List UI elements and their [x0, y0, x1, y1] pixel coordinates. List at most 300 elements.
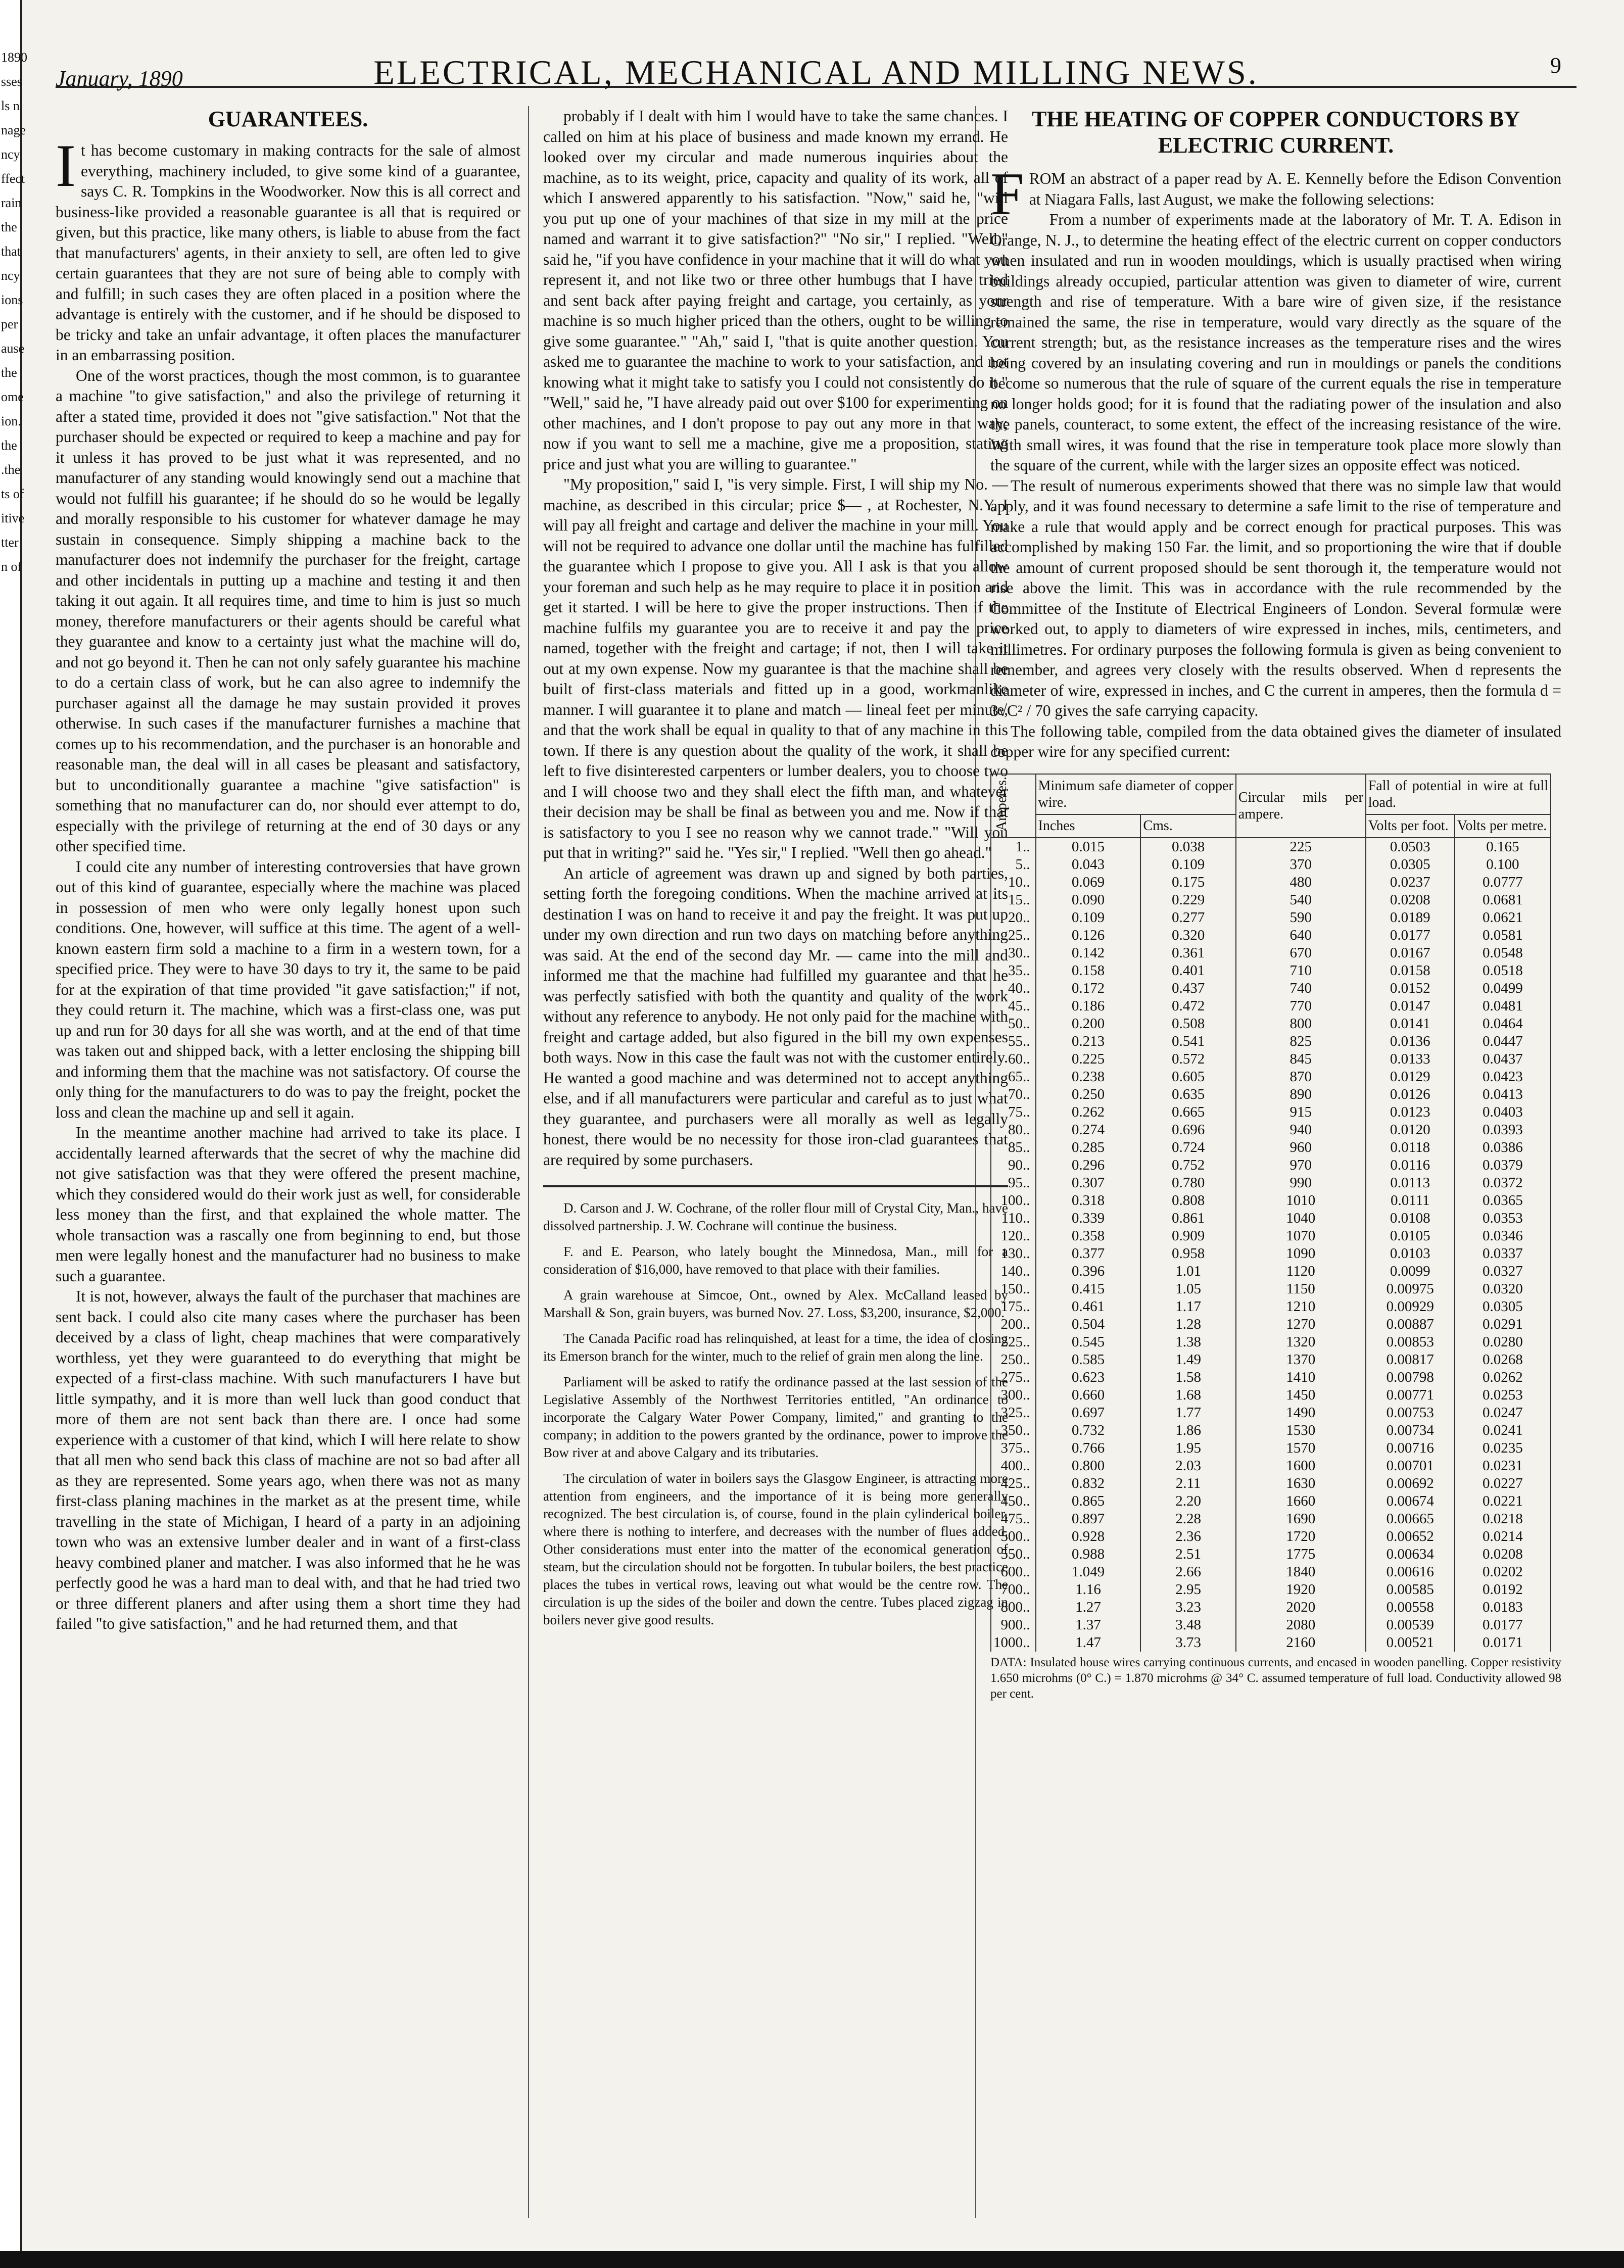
- table-cell: 90..: [991, 1156, 1036, 1174]
- table-cell: 0.172: [1036, 980, 1141, 997]
- table-cell: 0.832: [1036, 1475, 1141, 1492]
- edge-fragment: per: [1, 317, 18, 331]
- table-cell: 0.307: [1036, 1174, 1141, 1192]
- table-cell: 1450: [1236, 1386, 1366, 1404]
- table-cell: 0.158: [1036, 962, 1141, 980]
- table-cell: 0.200: [1036, 1015, 1141, 1033]
- table-cell: 0.126: [1036, 927, 1141, 944]
- table-cell: 325..: [991, 1404, 1036, 1422]
- table-cell: 2020: [1236, 1599, 1366, 1616]
- table-cell: 770: [1236, 997, 1366, 1015]
- table-cell: 375..: [991, 1439, 1036, 1457]
- table-row: [991, 1351, 1551, 1369]
- table-cell: 1370: [1236, 1351, 1366, 1369]
- table-cell: 0.142: [1036, 944, 1141, 962]
- table-cell: 0.0231: [1455, 1457, 1551, 1475]
- table-cell: 0.225: [1036, 1050, 1141, 1068]
- table-cell: 0.00701: [1366, 1457, 1455, 1475]
- table-cell: 0.472: [1140, 997, 1235, 1015]
- paragraph: F. and E. Pearson, who lately bought the Minnedosa, Man., mill for a consideration of $16,000, have removed to that place with their families.: [543, 1244, 1008, 1277]
- table-cell: 0.545: [1036, 1333, 1141, 1351]
- table-cell: 900..: [991, 1616, 1036, 1634]
- table-cell: 0.0403: [1455, 1103, 1551, 1121]
- table-cell: 0.0305: [1366, 856, 1455, 874]
- table-row: [991, 874, 1551, 891]
- table-cell: 200..: [991, 1316, 1036, 1333]
- table-cell: 0.165: [1455, 838, 1551, 856]
- table-cell: 2.20: [1140, 1492, 1235, 1510]
- adjacent-page-edge: [0, 0, 27, 2268]
- table-cell: 0.358: [1036, 1227, 1141, 1245]
- table-cell: 0.250: [1036, 1086, 1141, 1103]
- table-cell: 960: [1236, 1139, 1366, 1156]
- table-cell: 0.541: [1140, 1033, 1235, 1050]
- table-cell: 0.0123: [1366, 1103, 1455, 1121]
- table-cell: 0.109: [1036, 909, 1141, 927]
- table-cell: 0.0393: [1455, 1121, 1551, 1139]
- header-cms: Cms.: [1140, 814, 1235, 838]
- table-cell: 0.00558: [1366, 1599, 1455, 1616]
- table-cell: 1320: [1236, 1333, 1366, 1351]
- table-cell: 0.861: [1140, 1210, 1235, 1227]
- table-cell: 0.296: [1036, 1156, 1141, 1174]
- table-cell: 1600: [1236, 1457, 1366, 1475]
- table-cell: 0.00929: [1366, 1298, 1455, 1316]
- table-cell: 0.361: [1140, 944, 1235, 962]
- table-cell: 1660: [1236, 1492, 1366, 1510]
- table-row: [991, 1634, 1551, 1652]
- table-cell: 100..: [991, 1192, 1036, 1210]
- table-cell: 0.732: [1036, 1422, 1141, 1439]
- edge-fragment: ts of: [1, 487, 24, 501]
- table-cell: 0.0291: [1455, 1316, 1551, 1333]
- table-cell: 475..: [991, 1510, 1036, 1528]
- table-cell: 0.090: [1036, 891, 1141, 909]
- table-row: [991, 1528, 1551, 1546]
- table-row: [991, 1546, 1551, 1563]
- table-row: [991, 891, 1551, 909]
- table-row: [991, 1210, 1551, 1227]
- edge-fragment: n of: [1, 559, 22, 574]
- table-cell: 700..: [991, 1581, 1036, 1599]
- table-row: [991, 1316, 1551, 1333]
- table-cell: 175..: [991, 1298, 1036, 1316]
- table-cell: 2.28: [1140, 1510, 1235, 1528]
- table-row: [991, 1581, 1551, 1599]
- paragraph: An article of agreement was drawn up and signed by both parties, setting forth the foregoing conditions. When the machine arrived at its destination I was on hand to receive it and pay the freight. It was put up under my own direction and run two days on matching before anything was said. At the end of the second day Mr. — came into the mill and informed me that the machine had fulfilled my guarantee and that he was perfectly satisfied with both the quantity and quality of the work without any reference to anybody. He not only paid for the machine with freight and cartage added, but also figured in the bill my own expenses both ways. Now in this case the fault was not with the customer entirely. He wanted a good machine and was determined not to accept anything else, and if all manufacturers were particular and careful as to just what they guarantee, and purchasers were all morally as well as legally honest, there would be no necessity for those iron-clad guarantees that are required by some purchasers.: [543, 864, 1008, 1169]
- table-cell: 0.0192: [1455, 1581, 1551, 1599]
- table-row: [991, 1563, 1551, 1581]
- table-cell: 0.766: [1036, 1439, 1141, 1457]
- table-cell: 0.437: [1140, 980, 1235, 997]
- table-cell: 0.285: [1036, 1139, 1141, 1156]
- table-cell: 2080: [1236, 1616, 1366, 1634]
- table-cell: 845: [1236, 1050, 1366, 1068]
- table-cell: 0.504: [1036, 1316, 1141, 1333]
- table-cell: 0.0518: [1455, 962, 1551, 980]
- article-title: THE HEATING OF COPPER CONDUCTORS BY ELECTRIC CURRENT.: [1031, 107, 1520, 158]
- edge-fragment: ome: [1, 390, 24, 404]
- table-cell: 0.0218: [1455, 1510, 1551, 1528]
- table-cell: 640: [1236, 927, 1366, 944]
- table-cell: 0.0423: [1455, 1068, 1551, 1086]
- paragraph: The circulation of water in boilers says the Glasgow Engineer, is attracting more attention from engineers, and the importance of it is being more generally recognized. The best circulation is, of course, found in the plain cylinderical boiler, where there is nothing to interfere, and decreases with the number of flues added. Other considerations must enter into the matter of the economical generation of steam, but the circulation should not be forgotten. In tubular boilers, the best practice places the tubes in vertical rows, leaving out what would be the centre row. The circulation is up the sides of the boiler and down the centre. Tubes placed zigzag in boilers never give good results.: [543, 1471, 1008, 1627]
- table-row: [991, 927, 1551, 944]
- table-cell: 350..: [991, 1422, 1036, 1439]
- table-cell: 1690: [1236, 1510, 1366, 1528]
- edge-fragment: ause: [1, 341, 25, 356]
- paragraph: In the meantime another machine had arrived to take its place. I accidentally learned afterwards that the secret of why the machine did not give satisfaction was that they were offered the present machine, which they considered would do their work just as well, for considerable less money than the first, and that explained the whole matter. The whole transaction was a rascally one from beginning to end, but those men were legally honest and the manufacturer had no business to make such a guarantee.: [56, 1124, 520, 1285]
- table-cell: 0.0118: [1366, 1139, 1455, 1156]
- article-body: [56, 132, 520, 1634]
- article-guarantees: [56, 106, 520, 2228]
- edge-fragment: the: [1, 438, 17, 453]
- table-cell: 0.724: [1140, 1139, 1235, 1156]
- table-cell: 1040: [1236, 1210, 1366, 1227]
- table-cell: 0.00652: [1366, 1528, 1455, 1546]
- table-cell: 0.696: [1140, 1121, 1235, 1139]
- table-row: [991, 1103, 1551, 1121]
- drop-cap: I: [56, 132, 76, 199]
- table-cell: 1.16: [1036, 1581, 1141, 1599]
- table-cell: 10..: [991, 874, 1036, 891]
- table-cell: 1090: [1236, 1245, 1366, 1263]
- table-cell: 0.0235: [1455, 1439, 1551, 1457]
- header-min-diameter: Minimum safe diameter of copper wire.: [1036, 774, 1236, 815]
- table-cell: 0.0221: [1455, 1492, 1551, 1510]
- table-cell: 0.00753: [1366, 1404, 1455, 1422]
- table-cell: 120..: [991, 1227, 1036, 1245]
- header-circular-mils: Circular mils per ampere.: [1236, 774, 1366, 838]
- edge-fragment: ffect: [1, 171, 25, 186]
- table-cell: 990: [1236, 1174, 1366, 1192]
- table-cell: 870: [1236, 1068, 1366, 1086]
- table-cell: 0.339: [1036, 1210, 1141, 1227]
- edge-fragment: rain: [1, 196, 22, 210]
- table-row: [991, 1280, 1551, 1298]
- table-cell: 0.0464: [1455, 1015, 1551, 1033]
- table-cell: 3.23: [1140, 1599, 1235, 1616]
- table-cell: 2.36: [1140, 1528, 1235, 1546]
- table-cell: 0.0372: [1455, 1174, 1551, 1192]
- table-cell: 2.51: [1140, 1546, 1235, 1563]
- table-cell: 0.0481: [1455, 997, 1551, 1015]
- edge-fragment: sses: [1, 74, 22, 89]
- table-cell: 800..: [991, 1599, 1036, 1616]
- edge-fragment: ncy: [1, 147, 20, 162]
- table-cell: 55..: [991, 1033, 1036, 1050]
- table-row: [991, 980, 1551, 997]
- article-guarantees-continued: [543, 106, 1008, 2228]
- table-cell: 0.00521: [1366, 1634, 1455, 1652]
- table-cell: 0.0320: [1455, 1280, 1551, 1298]
- table-cell: 5..: [991, 856, 1036, 874]
- table-cell: 0.00616: [1366, 1563, 1455, 1581]
- table-cell: 0.0241: [1455, 1422, 1551, 1439]
- table-cell: 2.95: [1140, 1581, 1235, 1599]
- table-cell: 1070: [1236, 1227, 1366, 1245]
- table-cell: 0.0189: [1366, 909, 1455, 927]
- table-cell: 95..: [991, 1174, 1036, 1192]
- table-cell: 1.58: [1140, 1369, 1235, 1386]
- table-cell: 0.320: [1140, 927, 1235, 944]
- table-cell: 970: [1236, 1156, 1366, 1174]
- article-body: [990, 160, 1561, 762]
- table-cell: 0.318: [1036, 1192, 1141, 1210]
- table-cell: 0.585: [1036, 1351, 1141, 1369]
- table-cell: 0.015: [1036, 838, 1141, 856]
- table-cell: 1.05: [1140, 1280, 1235, 1298]
- table-cell: 0.00734: [1366, 1422, 1455, 1439]
- table-cell: 0.229: [1140, 891, 1235, 909]
- table-cell: 890: [1236, 1086, 1366, 1103]
- table-cell: 20..: [991, 909, 1036, 927]
- paragraph: I could cite any number of interesting controversies that have grown out of this kind of guarantee, especially where the machine was placed in possession of men who were only legally honest upon such conditions. One, however, will suffice at this time. The agent of a well-known eastern firm sold a machine to a firm in a western town, for a specified price. They were to have 30 days to try it, the same to be paid for at the expiration of that time provided "it gave satisfaction;" if not, they could return it. The machine, which was a first-class one, was put up and run for 30 days for all she was worth, and at the end of that time was taken out and shipped back, with a letter enclosing the shipping bill and informing them that the machine was not satisfactory. Of course the only thing for the manufacturers to do was to pay the freight, pocket the loss and clean the machine up and sell it again.: [56, 857, 520, 1121]
- table-cell: 1630: [1236, 1475, 1366, 1492]
- table-cell: 35..: [991, 962, 1036, 980]
- edge-fragment: nage: [1, 123, 26, 137]
- edge-fragment: the: [1, 220, 17, 234]
- table-cell: 1.28: [1140, 1316, 1235, 1333]
- table-cell: 0.0133: [1366, 1050, 1455, 1068]
- table-cell: 25..: [991, 927, 1036, 944]
- table-row: [991, 1369, 1551, 1386]
- table-cell: 0.988: [1036, 1546, 1141, 1563]
- table-cell: 0.800: [1036, 1457, 1141, 1475]
- table-cell: 0.0268: [1455, 1351, 1551, 1369]
- table-cell: 1.27: [1036, 1599, 1141, 1616]
- table-footnote: DATA: Insulated house wires carrying continuous currents, and encased in wooden panelling. Copper resistivity 1.650 microhms (0° C.) = 1.870 microhms @ 34° C. assumed temperature of full load. Conductivity allowed 98 per cent.: [990, 1655, 1561, 1701]
- table-cell: 0.0141: [1366, 1015, 1455, 1033]
- table-cell: 65..: [991, 1068, 1036, 1086]
- table-cell: 250..: [991, 1351, 1036, 1369]
- table-cell: 0.0379: [1455, 1156, 1551, 1174]
- table-cell: 0.0621: [1455, 909, 1551, 927]
- paragraph: "My proposition," said I, "is very simple. First, I will ship my No. — machine, as described in this circular; price $— , at Rochester, N.Y. I will pay all freight and cartage and deliver the machine in your mill. You will not be required to advance one dollar until the machine has fulfilled the guarantee which I propose to give you. All I ask is that you allow your foreman and such help as he may require to place it in position and get it started. I will be here to give the proper instructions. Then if the machine fulfils my guarantee you are to receive it and pay the price named, together with the freight and cartage; if not, then I will take it out at my own expense. Now my guarantee is that the machine shall be built of first-class materials and fitted up in a good, workmanlike manner. I will guarantee it to plane and match — lineal feet per minute, and that the work shall be equal in quality to that of any machine in this town. If there is any question about the quality of the work, it shall be left to five disinterested carpenters or lumber dealers, you to choose two and I will choose two and they shall elect the fifth man, and whatever their decision may be shall be final as between you and me. Now if that is satisfactory to you I see no reason why we cannot trade." "Will you put that in writing?" said he. "Yes sir," I replied. "Well then go ahead.": [543, 475, 1008, 861]
- table-cell: 0.0499: [1455, 980, 1551, 997]
- issue-date: January, 1890: [56, 66, 183, 91]
- table-row: [991, 1457, 1551, 1475]
- table-row: [991, 838, 1551, 856]
- table-cell: 30..: [991, 944, 1036, 962]
- table-cell: 2160: [1236, 1634, 1366, 1652]
- table-cell: 0.0437: [1455, 1050, 1551, 1068]
- table-row: [991, 1227, 1551, 1245]
- table-cell: 670: [1236, 944, 1366, 962]
- table-row: [991, 1033, 1551, 1050]
- table-cell: 0.897: [1036, 1510, 1141, 1528]
- table-row: [991, 1086, 1551, 1103]
- table-cell: 0.909: [1140, 1227, 1235, 1245]
- table-cell: 3.73: [1140, 1634, 1235, 1652]
- header-volts-metre: Volts per metre.: [1455, 814, 1551, 838]
- table-cell: 0.0777: [1455, 874, 1551, 891]
- table-row: [991, 1386, 1551, 1404]
- table-cell: 0.0503: [1366, 838, 1455, 856]
- table-cell: 400..: [991, 1457, 1036, 1475]
- paragraph: A grain warehouse at Simcoe, Ont., owned by Alex. McCalland leased by Marshall & Son, grain buyers, was burned Nov. 27. Loss, $3,200, insurance, $2,000.: [543, 1287, 1008, 1320]
- table-cell: 0.401: [1140, 962, 1235, 980]
- table-cell: 0.0158: [1366, 962, 1455, 980]
- table-cell: 2.03: [1140, 1457, 1235, 1475]
- table-cell: 0.0581: [1455, 927, 1551, 944]
- table-cell: 1570: [1236, 1439, 1366, 1457]
- table-cell: 45..: [991, 997, 1036, 1015]
- table-cell: 275..: [991, 1369, 1036, 1386]
- table-cell: 1530: [1236, 1422, 1366, 1439]
- table-row: [991, 1616, 1551, 1634]
- table-cell: 110..: [991, 1210, 1036, 1227]
- table-cell: 0.0126: [1366, 1086, 1455, 1103]
- table-cell: 225: [1236, 838, 1366, 856]
- edge-fragment: tter: [1, 535, 19, 550]
- table-cell: 0.605: [1140, 1068, 1235, 1086]
- table-cell: 0.0177: [1366, 927, 1455, 944]
- table-cell: 0.0147: [1366, 997, 1455, 1015]
- table-cell: 50..: [991, 1015, 1036, 1033]
- edge-fragment: 1890: [1, 50, 27, 65]
- table-cell: 0.780: [1140, 1174, 1235, 1192]
- table-cell: 0.0116: [1366, 1156, 1455, 1174]
- table-cell: 0.0253: [1455, 1386, 1551, 1404]
- table-cell: 1120: [1236, 1263, 1366, 1280]
- table-cell: 0.396: [1036, 1263, 1141, 1280]
- publication-title: ELECTRICAL, MECHANICAL AND MILLING NEWS.: [373, 53, 1259, 91]
- table-row: [991, 1121, 1551, 1139]
- table-cell: 0.0353: [1455, 1210, 1551, 1227]
- table-cell: 0.038: [1140, 838, 1235, 856]
- table-cell: 590: [1236, 909, 1366, 927]
- table-row: [991, 1492, 1551, 1510]
- edge-fragment: ncy: [1, 268, 20, 283]
- edge-fragment: the: [1, 365, 17, 380]
- table-cell: 0.00975: [1366, 1280, 1455, 1298]
- table-cell: 1.47: [1036, 1634, 1141, 1652]
- table-cell: 0.0171: [1455, 1634, 1551, 1652]
- edge-fragment: itive: [1, 511, 25, 525]
- table-cell: 425..: [991, 1475, 1036, 1492]
- table-cell: 1920: [1236, 1581, 1366, 1599]
- table-cell: 150..: [991, 1280, 1036, 1298]
- news-notes: [543, 1185, 1008, 1629]
- table-cell: 740: [1236, 980, 1366, 997]
- table-cell: 0.0214: [1455, 1528, 1551, 1546]
- table-row: [991, 1298, 1551, 1316]
- table-row: [991, 1404, 1551, 1422]
- adjacent-page-fragments: [1, 45, 27, 579]
- table-cell: 1210: [1236, 1298, 1366, 1316]
- table-cell: 1.77: [1140, 1404, 1235, 1422]
- table-row: [991, 1174, 1551, 1192]
- table-cell: 15..: [991, 891, 1036, 909]
- table-cell: 0.623: [1036, 1369, 1141, 1386]
- table-cell: 0.0227: [1455, 1475, 1551, 1492]
- header-inches: Inches: [1036, 814, 1141, 838]
- paragraph: probably if I dealt with him I would have to take the same chances. I called on him at his place of business and made known my errand. He looked over my circular and made numerous inquiries about the machine, as to its weight, price, capacity and quality of its work, all of which I answered apparently to his satisfaction. "Now," said he, "will you put up one of your machines of that size in my mill at the price named and warrant it to give satisfaction?" "No sir," I replied. "Well," said he, "if you have confidence in your machine that it will do what you represent it, and not like two or three other humbugs that I have tried and sent back after paying freight and cartage, you certainly, as your machine is so much higher priced than the others, ought to be willing to give some guarantee." "Ah," said I, "that is quite another question. You asked me to guarantee the machine to work to your satisfaction, and not knowing what it might take to satisfy you I could not consistently do it." "Well," said he, "I have already paid out over $100 for experimenting on other machines, and I don't propose to pay out any more in that way; now if you want to sell me a machine, give me a proposition, stating price and just what you are willing to guarantee.": [543, 107, 1008, 473]
- paragraph: It is not, however, always the fault of the purchaser that machines are sent back. I could also cite many cases where the purchaser has been deceived by a class of light, cheap machines that were comparatively worthless, yet they were guaranteed to do everything that might be expected of a first-class machine. With such manufacturers I have but little sympathy, and it is more than well luck than good conduct that more of them are not sent back than there are. I once had some experience with a customer of that kind, which I will here relate to show that all men who send back this class of machine are not so bad after all as they are represented. Some years ago, when there was not as many first-class planing machines in the market as at the present time, while travelling in the state of Michigan, I heard of a party in an adjoining town who was an extensive lumber dealer and in want of a first-class heavy combined planer and matcher. I was also informed that he he was perfectly good he was a hard man to deal with, and that he had tried two or three different planers and after using them a short time they had failed "to give satisfaction," and he had returned them, and that: [56, 1287, 520, 1632]
- table-cell: 0.697: [1036, 1404, 1141, 1422]
- table-cell: 0.0202: [1455, 1563, 1551, 1581]
- table-cell: 710: [1236, 962, 1366, 980]
- table-cell: 75..: [991, 1103, 1036, 1121]
- table-cell: 2.11: [1140, 1475, 1235, 1492]
- table-cell: 0.0337: [1455, 1245, 1551, 1263]
- table-cell: 0.0099: [1366, 1263, 1455, 1280]
- drop-cap: F: [990, 160, 1024, 227]
- table-cell: 0.00853: [1366, 1333, 1455, 1351]
- table-cell: 60..: [991, 1050, 1036, 1068]
- table-cell: 0.00634: [1366, 1546, 1455, 1563]
- table-cell: 0.0103: [1366, 1245, 1455, 1263]
- table-cell: 225..: [991, 1333, 1036, 1351]
- edge-fragment: ion.: [1, 414, 21, 428]
- paragraph: The result of numerous experiments showed that there was no simple law that would apply, and it was found necessary to determine a safe limit to the rise of temperature and make a rule that would apply and be correct enough for practical purposes. This was accomplished by making 150 Far. the limit, and so proportioning the wire that if double the amount of current proposed should be sent thorough it, the temperature would not rise above the limit. This was in accordance with the rule recommended by the Committee of the Institute of Electrical Engineers of London. Several formulæ were worked out, to apply to diameters of wire expressed in inches, mils, centimeters, and millimetres. For ordinary purposes the following formula is given as being convenient to remember, and agrees very closely with the results observed. When d represents the diameter of wire, expressed in inches, and C the current in amperes, then the formula d = 3√C² / 70 gives the safe carrying capacity.: [990, 476, 1561, 719]
- table-cell: 1150: [1236, 1280, 1366, 1298]
- table-cell: 0.00539: [1366, 1616, 1455, 1634]
- table-cell: 480: [1236, 874, 1366, 891]
- table-cell: 0.665: [1140, 1103, 1235, 1121]
- table-cell: 540: [1236, 891, 1366, 909]
- table-row: [991, 1139, 1551, 1156]
- table-row: [991, 1599, 1551, 1616]
- table-cell: 1.68: [1140, 1386, 1235, 1404]
- paragraph: The following table, compiled from the data obtained gives the diameter of insulated copper wire for any specified current:: [990, 722, 1561, 760]
- table-row: [991, 1263, 1551, 1280]
- header-fall-potential: Fall of potential in wire at full load.: [1366, 774, 1551, 815]
- table-cell: 85..: [991, 1139, 1036, 1156]
- table-cell: 0.572: [1140, 1050, 1235, 1068]
- table-cell: 0.043: [1036, 856, 1141, 874]
- table-cell: 0.0237: [1366, 874, 1455, 891]
- paragraph: ROM an abstract of a paper read by A. E. Kennelly before the Edison Convention at Niagara Falls, last August, we make the following selections:: [1029, 170, 1561, 208]
- table-cell: 825: [1236, 1033, 1366, 1050]
- table-cell: 0.0386: [1455, 1139, 1551, 1156]
- table-row: [991, 1050, 1551, 1068]
- header-amperes: Amperes.: [991, 774, 1036, 838]
- table-cell: 0.0129: [1366, 1068, 1455, 1086]
- masthead: [56, 45, 1577, 91]
- table-row: [991, 1192, 1551, 1210]
- table-cell: 1.049: [1036, 1563, 1141, 1581]
- table-cell: 0.0152: [1366, 980, 1455, 997]
- table-cell: 1410: [1236, 1369, 1366, 1386]
- table-cell: 0.415: [1036, 1280, 1141, 1298]
- table-cell: 0.0327: [1455, 1263, 1551, 1280]
- table-cell: 915: [1236, 1103, 1366, 1121]
- table-cell: 0.0413: [1455, 1086, 1551, 1103]
- paragraph: From a number of experiments made at the laboratory of Mr. T. A. Edison in Orange, N. J., to determine the heating effect of the electric current on copper conductors when insulated and run in wooden mouldings, which is usually practised when wiring buildings already occupied, particular attention was given to diameter of wire, current strength and rise of temperature. With a bare wire of given size, if the resistance remained the same, the rise in temperature, would vary directly as the square of the current strength; but, as the resistance increases as the temperature rises and the wires being covered by an insulating covering and run in mouldings or panels the conditions become so numerous that the rule of square of the current equals the rise in temperature no longer holds good; for it is found that the radiating power of the insulation and also the panels, counteract, to some extent, the effect of the increasing resistance of the wire. With small wires, it was found that the rise in temperature took place more slowly than the square of the current, while with the larger sizes an opposite effect was noticed.: [990, 211, 1561, 474]
- table-cell: 0.00817: [1366, 1351, 1455, 1369]
- table-cell: 0.277: [1140, 909, 1235, 927]
- table-cell: 0.00716: [1366, 1439, 1455, 1457]
- table-cell: 940: [1236, 1121, 1366, 1139]
- table-cell: 1.01: [1140, 1263, 1235, 1280]
- table-row: [991, 1422, 1551, 1439]
- table-cell: 70..: [991, 1086, 1036, 1103]
- header-volts-foot: Volts per foot.: [1366, 814, 1455, 838]
- table-cell: 0.0365: [1455, 1192, 1551, 1210]
- table-cell: 1775: [1236, 1546, 1366, 1563]
- table-cell: 0.865: [1036, 1492, 1141, 1510]
- table-cell: 0.928: [1036, 1528, 1141, 1546]
- table-row: [991, 1333, 1551, 1351]
- paragraph: t has become customary in making contracts for the sale of almost everything, machinery included, to give some kind of a guarantee, says C. R. Tompkins in the Woodworker. Now this is all correct and business-like provided a reasonable guarantee is all that is required or given, but this practice, like many others, is liable to abuse from the fact that manufacturers' agents, in their anxiety to sell, are often led to give certain guarantees that they are not sure of being able to comply with and fulfill; in such cases they are often placed in a position where the advantage is entirely with the customer, and if he should be disposed to be tricky and take an unfair advantage, it often places the manufacturer in an embarrassing position.: [56, 141, 520, 364]
- table-cell: 0.0108: [1366, 1210, 1455, 1227]
- table-cell: 3.48: [1140, 1616, 1235, 1634]
- column-rule: [528, 106, 529, 2218]
- paragraph: The Canada Pacific road has relinquished, at least for a time, the idea of closing its Emerson branch for the winter, much to the relief of grain men along the line.: [543, 1331, 1008, 1364]
- table-cell: 450..: [991, 1492, 1036, 1510]
